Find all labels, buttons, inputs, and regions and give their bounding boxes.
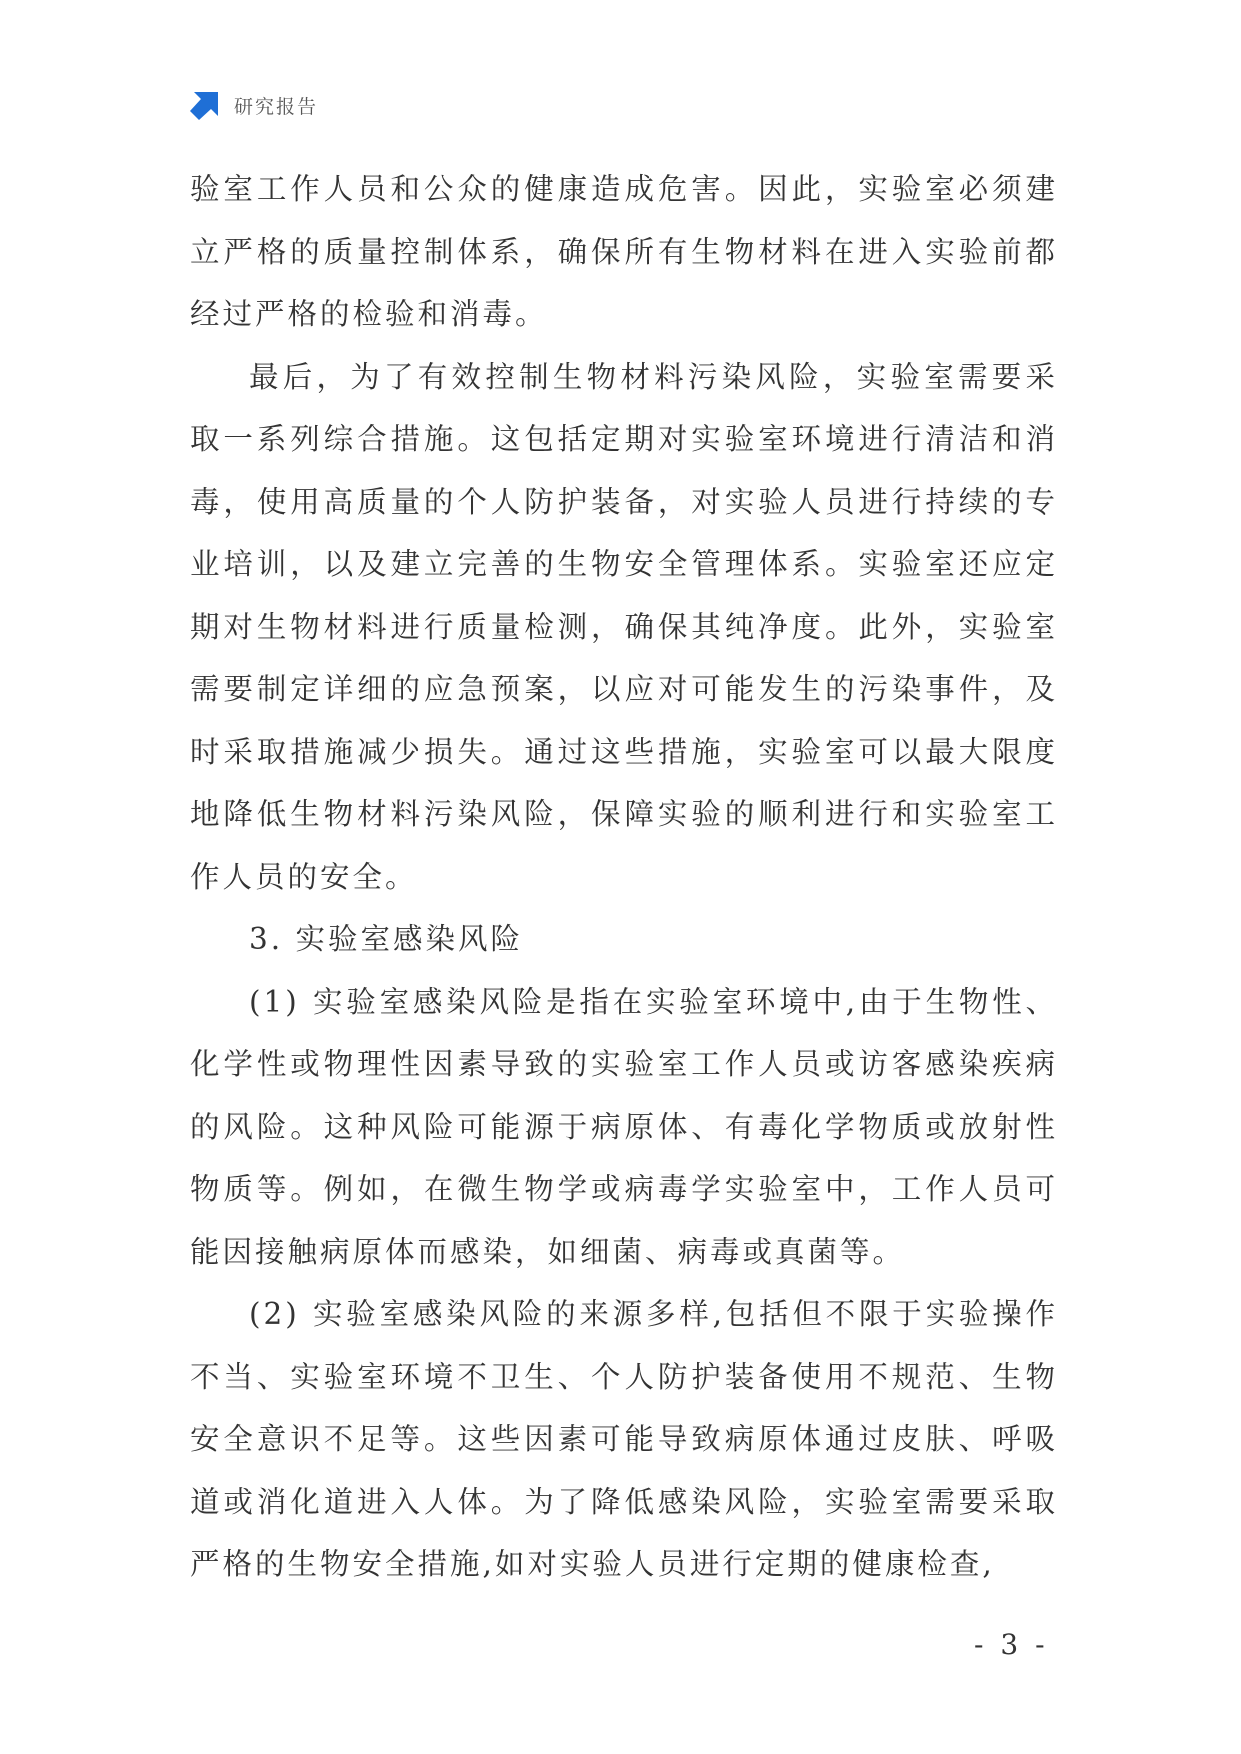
paragraph-continued: 验室工作人员和公众的健康造成危害。因此，实验室必须建立严格的质量控制体系，确保所有生物材料在进入实验前都经过严格的检验和消毒。 (190, 172, 1058, 331)
header-title: 研究报告 (234, 95, 319, 118)
section-heading: 3. 实验室感染风险 (249, 922, 524, 956)
arrow-up-right-icon (190, 90, 220, 120)
paragraph-item-1: (1) 实验室感染风险是指在实验室环境中,由于生物性、化学性或物理性因素导致的实验室工作人员或访客感染疾病的风险。这种风险可能源于病原体、有毒化学物质或放射性物质等。例如，在微生物学或病毒学实验室中，工作人员可能因接触病原体而感染，如细菌、病毒或真菌等。 (190, 984, 1058, 1269)
paragraph-item-2: (2) 实验室感染风险的来源多样,包括但不限于实验操作不当、实验室环境不卫生、个人防护装备使用不规范、生物安全意识不足等。这些因素可能导致病原体通过皮肤、呼吸道或消化道进入人体。为了降低感染风险，实验室需要采取严格的生物安全措施,如对实验人员进行定期的健康检查, (190, 1297, 1058, 1581)
page-header (190, 88, 318, 122)
paragraph-control-measures: 最后，为了有效控制生物材料污染风险，实验室需要采取一系列综合措施。这包括定期对实验室环境进行清洁和消毒，使用高质量的个人防护装备，对实验人员进行持续的专业培训，以及建立完善的生物安全管理体系。实验室还应定期对生物材料进行质量检测，确保其纯净度。此外，实验室需要制定详细的应急预案，以应对可能发生的污染事件，及时采取措施减少损失。通过这些措施，实验室可以最大限度地降低生物材料污染风险，保障实验的顺利进行和实验室工作人员的安全。 (190, 359, 1058, 894)
page-number: - 3 - (974, 1628, 1049, 1661)
document-body (190, 158, 1058, 1596)
